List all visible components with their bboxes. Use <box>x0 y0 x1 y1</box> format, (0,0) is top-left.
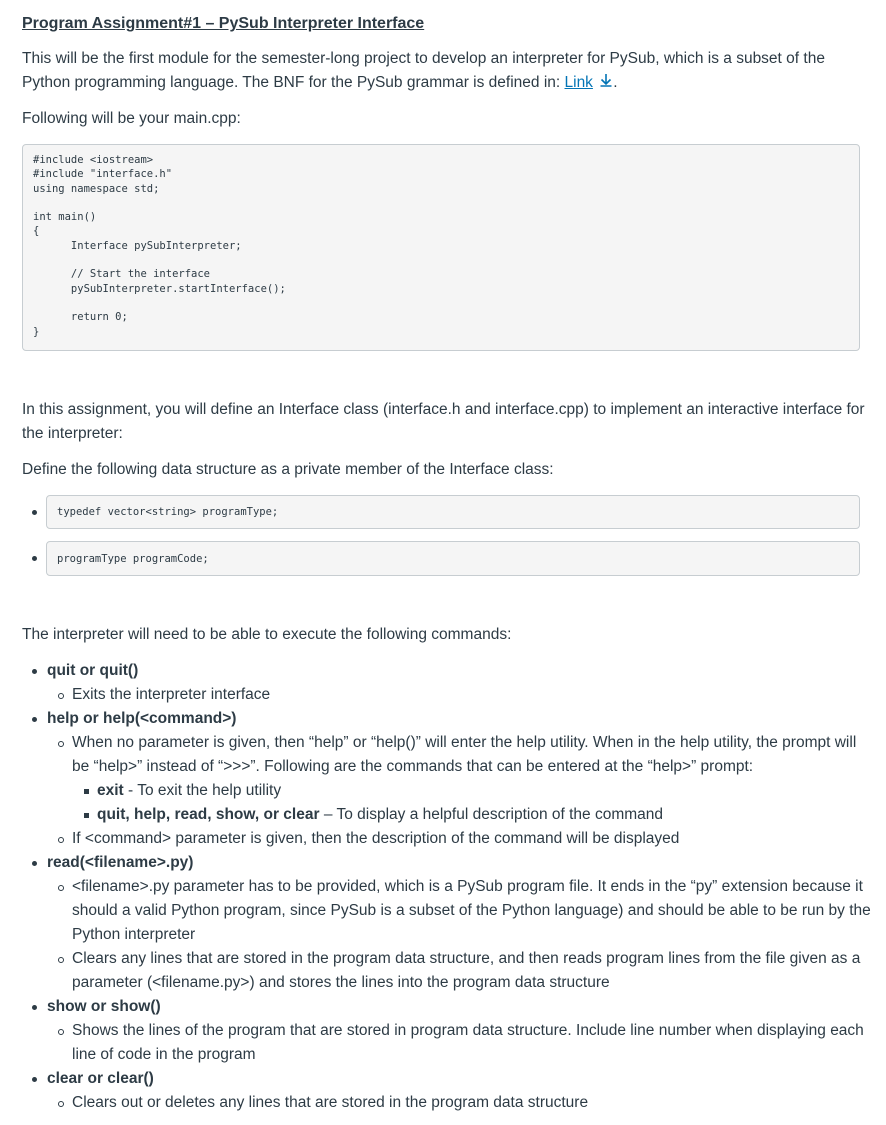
command-help-desc-param: If <command> parameter is given, then the description of the command will be displayed <box>32 827 872 851</box>
commands-intro: The interpreter will need to be able to execute the following commands: <box>22 626 512 643</box>
help-sub-commands: quit, help, read, show, or clear – To display a helpful description of the command <box>32 803 872 827</box>
command-help: help or help(<command>) <box>32 707 872 731</box>
define-paragraph: Define the following data structure as a private member of the Interface class: <box>22 461 554 478</box>
bullet <box>32 510 37 515</box>
help-sub-exit: exit - To exit the help utility <box>32 779 872 803</box>
command-quit-desc: Exits the interpreter interface <box>32 683 872 707</box>
bnf-link[interactable]: Link <box>564 74 593 92</box>
command-show-desc: Shows the lines of the program that are stored in program data structure. Include line number when displaying each line of code in the program <box>32 1019 872 1067</box>
command-clear: clear or clear() <box>32 1067 872 1091</box>
command-quit: quit or quit() <box>32 659 872 683</box>
intro-suffix: . <box>613 74 618 92</box>
main-cpp-code-block: #include <iostream> #include "interface.h" using namespace std; int main() { Interface pySubInterpreter; // Start the interface pySubInterpreter.startInterface(); return 0; } <box>22 144 860 351</box>
command-read-desc: <filename>.py parameter has to be provided, which is a PySub program file. It ends in the “py” extension because it should a valid Python program, since PySub is a subset of the Python language) and should be able to be run by the Python interpreter <box>32 875 872 947</box>
programcode-code-block: programType programCode; <box>46 541 860 576</box>
intro-text: This will be the first module for the semester-long project to develop an interpreter for PySub, which is a subset of the Python programming language. The BNF for the PySub grammar is defined in: <box>22 50 825 92</box>
intro-paragraph <box>22 47 872 95</box>
bullet <box>32 556 37 561</box>
command-clear-desc: Clears out or deletes any lines that are stored in the program data structure <box>32 1091 872 1115</box>
command-read: read(<filename>.py) <box>32 851 872 875</box>
command-show: show or show() <box>32 995 872 1019</box>
command-read-desc-clear: Clears any lines that are stored in the program data structure, and then reads program lines from the file given as a parameter (<filename.py>) and stores the lines into the program data structure <box>32 947 872 995</box>
typedef-code-block: typedef vector<string> programType; <box>46 495 860 529</box>
assignment-paragraph: In this assignment, you will define an Interface class (interface.h and interface.cpp) to implement an interactive interface for the interpreter: <box>22 401 865 442</box>
commands-list <box>32 659 872 1115</box>
download-icon[interactable] <box>599 71 613 95</box>
command-help-desc: When no parameter is given, then “help” or “help()” will enter the help utility. When in the help utility, the prompt will be “help>” instead of “>>>”. Following are the commands that can be entered at the “help>” prompt: <box>32 731 872 779</box>
following-label: Following will be your main.cpp: <box>22 110 241 127</box>
page-title: Program Assignment#1 – PySub Interpreter Interface <box>22 15 425 32</box>
